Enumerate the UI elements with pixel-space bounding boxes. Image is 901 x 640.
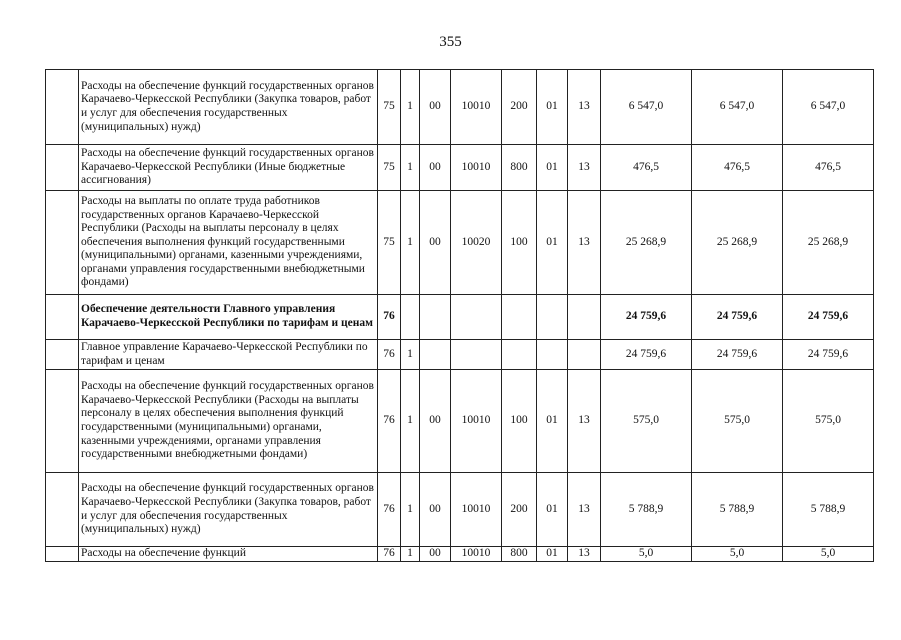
expense-type-cell: 100 [502, 370, 537, 473]
ministry-code-cell: 75 [378, 145, 401, 191]
section-code-cell: 01 [537, 547, 568, 562]
amount-year1-cell: 24 759,6 [601, 340, 692, 370]
subsection-code-cell: 13 [568, 145, 601, 191]
amount-year2-cell: 24 759,6 [692, 340, 783, 370]
amount-year2-cell: 24 759,6 [692, 295, 783, 340]
subprogram-code-cell: 00 [420, 473, 451, 547]
expense-name-cell: Главное управление Карачаево-Черкесской Республики по тарифам и ценам [79, 340, 378, 370]
amount-year2-cell: 25 268,9 [692, 191, 783, 295]
expense-type-cell [502, 295, 537, 340]
amount-year3-cell: 24 759,6 [783, 340, 874, 370]
amount-year2-cell: 476,5 [692, 145, 783, 191]
section-code-cell [537, 295, 568, 340]
row-number-cell [46, 191, 79, 295]
ministry-code-cell: 76 [378, 473, 401, 547]
section-code-cell: 01 [537, 370, 568, 473]
subprogram-code-cell: 00 [420, 191, 451, 295]
amount-year3-cell: 5,0 [783, 547, 874, 562]
expense-name-cell: Расходы на обеспечение функций государственных органов Карачаево-Черкесской Республики (Закупка товаров, работ и услуг для обеспечения государственных (муниципальных) нужд) [79, 70, 378, 145]
section-code-cell [537, 340, 568, 370]
program-code-cell: 1 [401, 70, 420, 145]
subprogram-code-cell: 00 [420, 370, 451, 473]
expense-type-cell [502, 340, 537, 370]
row-number-cell [46, 70, 79, 145]
table-row [46, 145, 874, 191]
section-code-cell: 01 [537, 473, 568, 547]
amount-year1-cell: 25 268,9 [601, 191, 692, 295]
direction-code-cell: 10010 [451, 145, 502, 191]
row-number-cell [46, 340, 79, 370]
program-code-cell: 1 [401, 547, 420, 562]
amount-year2-cell: 5 788,9 [692, 473, 783, 547]
direction-code-cell [451, 295, 502, 340]
program-code-cell: 1 [401, 145, 420, 191]
row-number-cell [46, 547, 79, 562]
row-number-cell [46, 145, 79, 191]
table-row [46, 547, 874, 562]
direction-code-cell: 10010 [451, 473, 502, 547]
subsection-code-cell: 13 [568, 70, 601, 145]
amount-year3-cell: 476,5 [783, 145, 874, 191]
direction-code-cell: 10010 [451, 370, 502, 473]
amount-year1-cell: 5,0 [601, 547, 692, 562]
amount-year1-cell: 575,0 [601, 370, 692, 473]
program-code-cell: 1 [401, 473, 420, 547]
budget-table [45, 69, 874, 562]
amount-year2-cell: 6 547,0 [692, 70, 783, 145]
ministry-code-cell: 76 [378, 340, 401, 370]
section-code-cell: 01 [537, 191, 568, 295]
subsection-code-cell [568, 340, 601, 370]
subsection-code-cell: 13 [568, 473, 601, 547]
expense-name-cell: Расходы на обеспечение функций государственных органов Карачаево-Черкесской Республики (Иные бюджетные ассигнования) [79, 145, 378, 191]
subsection-code-cell: 13 [568, 370, 601, 473]
direction-code-cell: 10010 [451, 547, 502, 562]
section-code-cell: 01 [537, 70, 568, 145]
expense-name-cell: Обеспечение деятельности Главного управления Карачаево-Черкесской Республики по тарифам и ценам [79, 295, 378, 340]
program-code-cell: 1 [401, 370, 420, 473]
amount-year1-cell: 476,5 [601, 145, 692, 191]
table-row [46, 70, 874, 145]
program-code-cell: 1 [401, 191, 420, 295]
ministry-code-cell: 75 [378, 70, 401, 145]
program-code-cell [401, 295, 420, 340]
page-number: 355 [439, 34, 462, 50]
subprogram-code-cell: 00 [420, 70, 451, 145]
amount-year1-cell: 24 759,6 [601, 295, 692, 340]
expense-name-cell: Расходы на обеспечение функций государственных органов Карачаево-Черкесской Республики (Расходы на выплаты персоналу в целях обеспечения выполнения функций государственными (муниципальными) органами, казенными учреждениями, органами управления государственными внебюджетными фондами) [79, 370, 378, 473]
direction-code-cell: 10020 [451, 191, 502, 295]
subprogram-code-cell [420, 295, 451, 340]
expense-type-cell: 100 [502, 191, 537, 295]
amount-year1-cell: 5 788,9 [601, 473, 692, 547]
subprogram-code-cell [420, 340, 451, 370]
subsection-code-cell [568, 295, 601, 340]
table-row [46, 473, 874, 547]
row-number-cell [46, 473, 79, 547]
expense-type-cell: 800 [502, 145, 537, 191]
row-number-cell [46, 295, 79, 340]
amount-year3-cell: 575,0 [783, 370, 874, 473]
direction-code-cell: 10010 [451, 70, 502, 145]
ministry-code-cell: 76 [378, 370, 401, 473]
ministry-code-cell: 76 [378, 295, 401, 340]
amount-year3-cell: 25 268,9 [783, 191, 874, 295]
amount-year2-cell: 575,0 [692, 370, 783, 473]
direction-code-cell [451, 340, 502, 370]
amount-year3-cell: 5 788,9 [783, 473, 874, 547]
subsection-code-cell: 13 [568, 547, 601, 562]
section-code-cell: 01 [537, 145, 568, 191]
table-row [46, 340, 874, 370]
expense-name-cell: Расходы на обеспечение функций [79, 547, 378, 562]
ministry-code-cell: 76 [378, 547, 401, 562]
amount-year3-cell: 24 759,6 [783, 295, 874, 340]
amount-year2-cell: 5,0 [692, 547, 783, 562]
table-row [46, 295, 874, 340]
table-row [46, 370, 874, 473]
expense-type-cell: 200 [502, 70, 537, 145]
expense-type-cell: 800 [502, 547, 537, 562]
expense-name-cell: Расходы на выплаты по оплате труда работников государственных органов Карачаево-Черкесской Республики (Расходы на выплаты персоналу в целях обеспечения выполнения функций государственными (муниципальными) органами, казенными учреждениями, органами управления государственными внебюджетными фондами) [79, 191, 378, 295]
amount-year1-cell: 6 547,0 [601, 70, 692, 145]
subprogram-code-cell: 00 [420, 145, 451, 191]
table-row [46, 191, 874, 295]
amount-year3-cell: 6 547,0 [783, 70, 874, 145]
expense-name-cell: Расходы на обеспечение функций государственных органов Карачаево-Черкесской Республики (Закупка товаров, работ и услуг для обеспечения государственных (муниципальных) нужд) [79, 473, 378, 547]
row-number-cell [46, 370, 79, 473]
program-code-cell: 1 [401, 340, 420, 370]
ministry-code-cell: 75 [378, 191, 401, 295]
subsection-code-cell: 13 [568, 191, 601, 295]
subprogram-code-cell: 00 [420, 547, 451, 562]
expense-type-cell: 200 [502, 473, 537, 547]
